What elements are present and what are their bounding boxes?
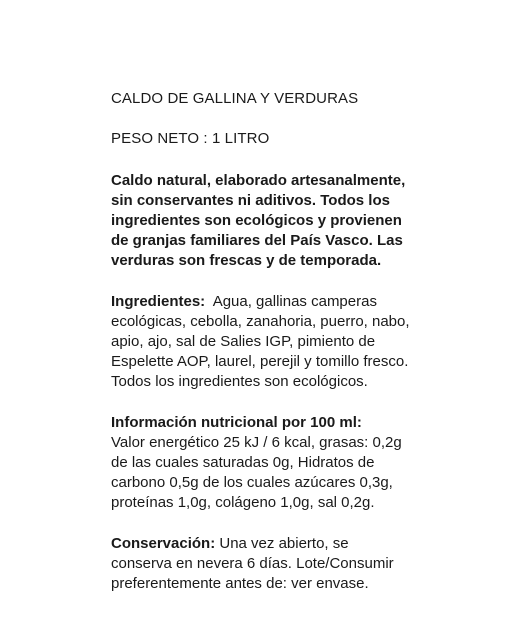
- product-name: CALDO DE GALLINA Y VERDURAS: [111, 90, 359, 107]
- storage-section: [111, 534, 411, 594]
- net-weight: PESO NETO : 1 LITRO: [111, 130, 270, 147]
- nutrition-section: [111, 413, 411, 513]
- nutrition-title: Información nutricional por 100 ml:: [111, 414, 362, 431]
- nutrition-text: Valor energético 25 kJ / 6 kcal, grasas: 0,2g de las cuales saturadas 0g, Hidratos de carbono 0,5g de los cuales azúcares 0,3g, proteínas 1,0g, colágeno 1,0g, sal 0,2g.: [111, 434, 402, 511]
- ingredients-title: Ingredientes:: [111, 293, 206, 310]
- storage-text: Una vez abierto, se conserva en nevera 6 días. Lote/Consumir preferentemente antes de: ver envase.: [111, 535, 398, 592]
- product-label: [111, 89, 414, 594]
- product-description: Caldo natural, elaborado artesanalmente, sin conservantes ni aditivos. Todos los ingredientes son ecológicos y provienen de granjas familiares del País Vasco. Las verduras son frescas y de temporada.: [111, 172, 406, 269]
- ingredients-section: [111, 292, 414, 392]
- storage-title: Conservación:: [111, 535, 216, 552]
- ingredients-text: Agua, gallinas camperas ecológicas, cebolla, zanahoria, puerro, nabo, apio, ajo, sal de Salies IGP, pimiento de Espelette AOP, laurel, perejil y tomillo fresco. Todos los ingredientes son ecológicos.: [111, 293, 414, 390]
